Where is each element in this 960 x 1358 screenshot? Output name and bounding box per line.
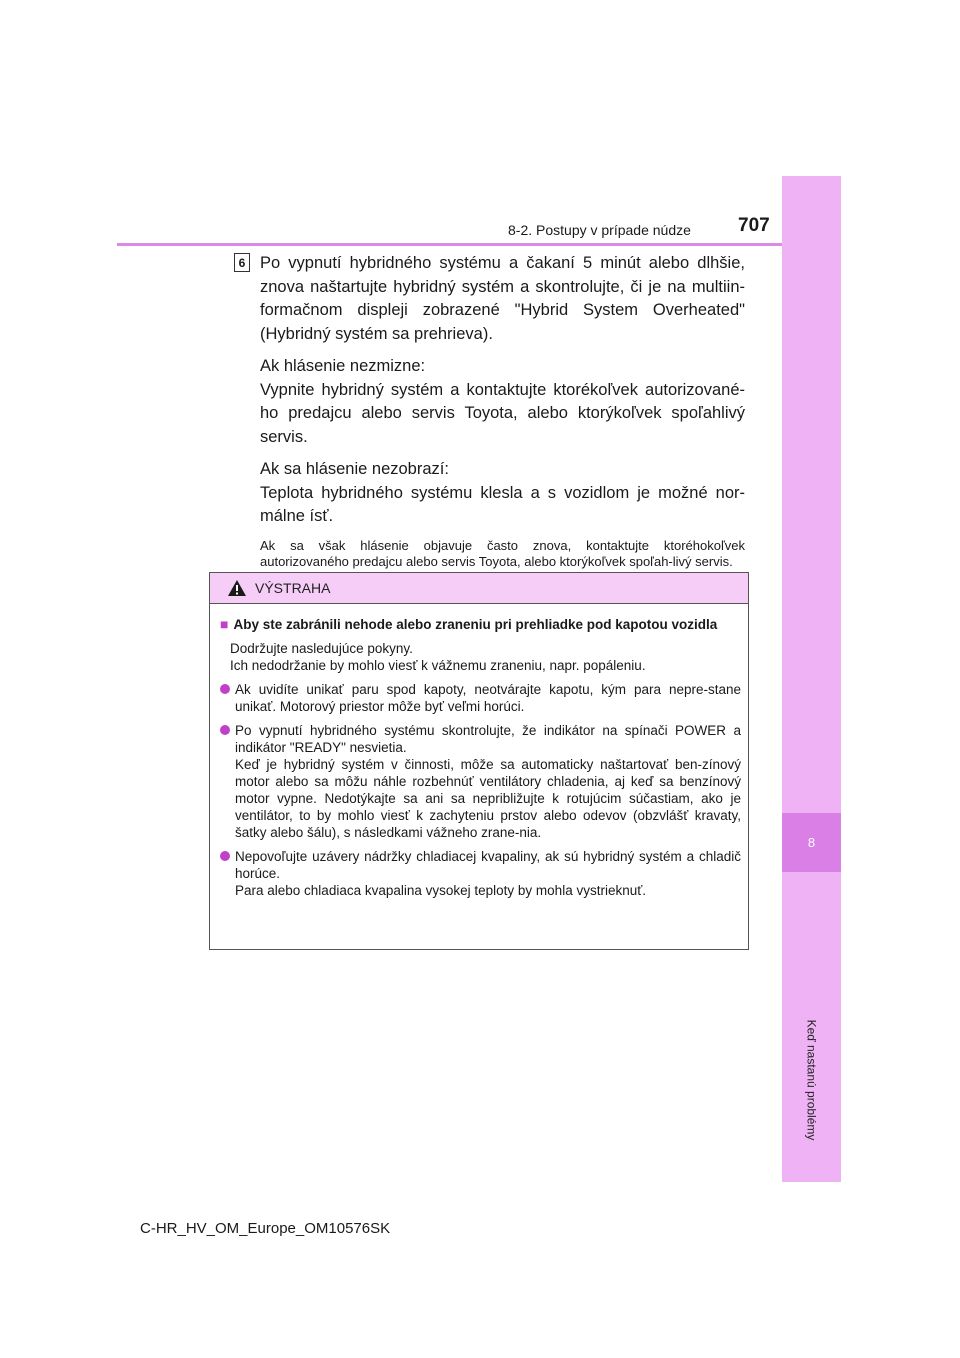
warning-bullet xyxy=(220,848,741,899)
bullet-extra-text: Keď je hybridný systém v činnosti, môže sa automaticky naštartovať ben-zínový motor alebo sa môžu náhle rozbehnúť ventilátory chladenia, aj keď sa benzínový motor vypne. Nedotýkajte sa ani sa nepribližujte k rotujúcim súčastiam, ako je ventilátor, to by mohlo viesť k zachyteniu prstov alebo odevov (obzvlášť kravaty, šatky alebo šálu), s následkami vážneho zrane-nia. xyxy=(235,757,741,840)
chapter-side-tab xyxy=(782,176,841,1182)
warning-header xyxy=(210,573,748,604)
step-note: Ak sa však hlásenie objavuje často znova, kontaktujte ktoréhokoľvek autorizovaného predajcu alebo servis Toyota, alebo ktorýkoľvek spoľah-livý servis. xyxy=(260,537,745,569)
document-id: C-HR_HV_OM_Europe_OM10576SK xyxy=(140,1220,391,1237)
header-rule xyxy=(117,243,782,246)
warning-intro-line: Ich nedodržanie by mohlo viesť k vážnemu zraneniu, napr. popáleniu. xyxy=(230,658,646,673)
step-paragraph: Ak sa hlásenie nezobrazí: xyxy=(260,460,449,478)
bullet-text: Po vypnutí hybridného systému skontrolujte, že indikátor na spínači POWER a indikátor "READY" nesvietia. xyxy=(235,723,741,755)
step-paragraph: Ak hlásenie nezmizne: xyxy=(260,357,426,375)
round-bullet-icon xyxy=(220,725,230,735)
page-number: 707 xyxy=(738,215,770,236)
warning-triangle-icon xyxy=(227,579,247,597)
bullet-text: Nepovoľujte uzávery nádržky chladiacej kvapaliny, ak sú hybridný systém a chladič horúce. xyxy=(235,849,741,881)
step-paragraph: Po vypnutí hybridného systému a čakaní 5 minút alebo dlhšie, znova naštartujte hybridný systém a skontrolujte, či je na multiin-formačnom displeji zobrazené "Hybrid System Overheated" (Hybridný systém sa prehrieva). xyxy=(260,254,745,343)
step-text xyxy=(260,252,745,579)
warning-intro xyxy=(230,640,741,674)
warning-title: VÝSTRAHA xyxy=(255,580,331,596)
step-paragraph: Vypnite hybridný systém a kontaktujte ktorékoľvek autorizované-ho predajcu alebo servis Toyota, alebo ktorýkoľvek spoľahlivý servis. xyxy=(260,380,745,446)
warning-body xyxy=(210,604,748,899)
square-bullet-icon: ■ xyxy=(220,616,229,632)
warning-heading xyxy=(220,616,741,633)
bullet-extra-text: Para alebo chladiaca kvapalina vysokej teploty by mohla vystrieknuť. xyxy=(235,883,647,898)
round-bullet-icon xyxy=(220,851,230,861)
chapter-number: 8 xyxy=(782,813,841,872)
warning-bullet xyxy=(220,722,741,841)
warning-bullet xyxy=(220,681,741,715)
warning-heading-text: Aby ste zabránili nehode alebo zraneniu pri prehliadke pod kapotou vozidla xyxy=(233,617,718,632)
step-paragraph: Teplota hybridného systému klesla a s vozidlom je možné nor-málne ísť. xyxy=(260,483,745,525)
warning-intro-line: Dodržujte nasledujúce pokyny. xyxy=(230,641,413,656)
section-title: 8-2. Postupy v prípade núdze xyxy=(508,222,691,238)
chapter-title: Keď nastanú problémy xyxy=(804,1019,819,1141)
bullet-text: Ak uvidíte unikať paru spod kapoty, neotvárajte kapotu, kým para nepre-stane unikať. Motorový priestor môže byť veľmi horúci. xyxy=(235,682,741,714)
round-bullet-icon xyxy=(220,684,230,694)
warning-box xyxy=(209,572,749,950)
step-number-badge: 6 xyxy=(234,253,250,272)
